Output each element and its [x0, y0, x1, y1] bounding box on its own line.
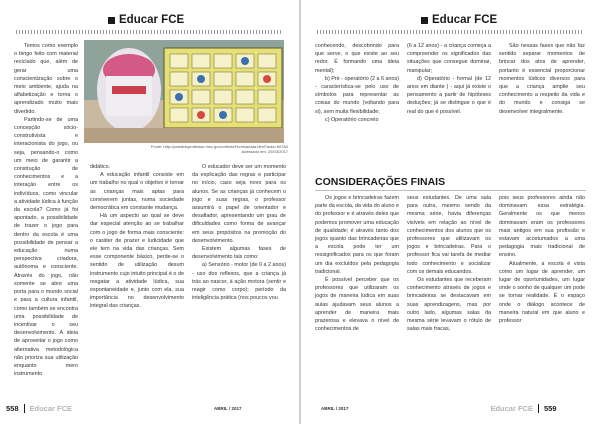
header-hatch-divider: [16, 30, 283, 34]
page-header: [108, 14, 184, 26]
section-title-rule: [315, 190, 586, 191]
paragraph: Os jogos e brincadeiras fazem parte da escola, da vida do aluno e do professor e é através deles que podemos promover uma educação de qualidade; é através tanto dos jogos quanto das brincadeiras que a escola pode ter um ressignificados para os que foram um dia excluídos pela pedagogia tradicional.: [315, 195, 399, 275]
paragraph: a) Sensório - motor (de 0 a 2 anos) - uso dos reflexos, que a criança já trás ao nascer, à ação motora (sentir e reagir como corpo); período da inteligência prática (nos poucos vou: [192, 262, 286, 302]
section-title: CONSIDERAÇÕES FINAIS: [315, 176, 446, 188]
paragraph: c) Operatório concreto: [325, 116, 379, 123]
right-page: [301, 0, 600, 424]
paragraph: Existem algumas fases de desenvolvimento tais como:: [192, 246, 286, 261]
paragraph: É possível perceber que os professores que utilizaram os jogos de maneira lúdica em suas aulas ajudavam seus alunos a aprender de maneira mais prazerosa e elevava o nível de conhecimentos de: [315, 277, 399, 333]
right-bottom-column-2: [407, 194, 491, 333]
paragraph: conhecendo, descobrindo para que serve, o que existe ao seu redor. É formando uma ideia mental);: [315, 43, 399, 74]
page-number: 558: [6, 404, 19, 413]
page-footer: [321, 404, 556, 413]
header-magazine-title: Educar FCE: [119, 14, 185, 26]
footer-magazine-name: Educar FCE: [29, 404, 73, 413]
paragraph: Os estudantes que receberam conhecimento através de jogos e brincadeiras se destacavam em suas aprendizagens, mas por outro lado, algumas salas da mesma série levavam o rótulo de salas mais fracas,: [407, 277, 491, 333]
header-square-icon: [108, 17, 115, 24]
paragraph: b) Pré - operatório (2 a 6 anos) - característica-se pelo uso de símbolos para representar as coisas do mundo (voltando para si), sem muita flexibilidade;: [315, 75, 400, 115]
paragraph: Partindo-se de uma concepção sócio-construtivista e interacionista do jogo, ou seja, pensando-o como um meio de garantir a construção de conhecimentos e a interação entre os indivíduos, como vincular a atividade lúdica à função da escola? Como já foi apontado, a possibilidade de trazer o jogo para dentro da escola é uma possibilidade de pensar a educação numa perspectiva criadora, autônoma e consciente. Através do jogo, não somente se abre uma porta para o mundo social e para a cultura infantil, como também se encontra uma possibilidade de incentivar o seu desenvolvimento. A ideia de aproveitar o jogo como alternativa metodológica não prioriza sua utilização enquanto mero instrumento: [14, 116, 78, 378]
page-footer: [6, 404, 241, 413]
paragraph: Há um aspecto ao qual se deve dar especial atenção ao se trabalhar com o jogo de forma mais consciente: o caráter de prazer e ludicidade que ele tem na vida das crianças. Sem esse componente básico, perde-se o sentido de utilização desum instrumento cujo intuito principal é o de resgatar a atividade lúdica, sua espontaneidade e, junto com ela, sua importância no desenvolvimento integral das crianças.: [90, 213, 184, 310]
left-column-1: [14, 42, 78, 378]
header-hatch-divider: [317, 30, 584, 34]
header-square-icon: [421, 17, 428, 24]
footer-date: ABRIL / 2017: [321, 406, 349, 411]
page-number: 559: [543, 404, 557, 413]
paragraph: Temos como exemplo o bingo feito com material reciclado que, além de gerar uma conscientização sobre o meio ambiente, ajuda na alfabetização e torna o aprendizado muito mais divertido.: [14, 43, 78, 115]
paragraph: seus estudantes. De uma sala para outra, mesmo sendo da mesma série, havia diferenças visíveis em relação ao nível de conhecimentos dos alunos que os professores que utilizavam os jogos e brincadeiras. Para o professor fica vai tarefa de mediar todo conhecimento e socializar com os demais educandos.: [407, 195, 491, 275]
right-bottom-column-1: [315, 194, 399, 333]
bingo-photo-illustration: [84, 40, 284, 143]
photo-caption: Fonte: http://portaldoprofessor.mec.gov.br/fichaTecnicaAula.html?aula=56784 Acessado em: 25/03/2017: [150, 144, 288, 154]
right-bottom-column-3: [499, 194, 585, 325]
footer-date: ABRIL / 2017: [214, 406, 242, 411]
footer-divider: [538, 404, 539, 413]
paragraph: pois seus professores ainda não dominavam essa estratégia. Geralmente os que menos dominavam eram os professores mais antigos em sua profissão e estavam acostumados a uma pedagogia mais tradicional de ensino.: [499, 195, 585, 259]
footer-magazine-name: Educar FCE: [490, 404, 533, 413]
paragraph: A educação infantil consiste em um trabalho no qual o objetivo é tornar as crianças mais aptas para conviverem juntas, numa sociedade democrática em constante mudança.: [90, 172, 184, 212]
left-column-3: [192, 163, 286, 302]
page-header: [421, 14, 497, 26]
footer-divider: [24, 404, 25, 413]
right-top-column-3: [499, 42, 585, 116]
paragraph: Atualmente, a escola é vista como um lugar de aprender, um lugar de oportunidades, um lugar onde o sonho de qualquer um pode se tornar realidade. É o espaço onde o diálogo acontece de maneira natural em que aluno e professor: [499, 260, 585, 325]
right-top-column-2: [407, 42, 491, 116]
right-top-column-1: [315, 42, 399, 124]
paragraph: didático.: [90, 164, 111, 170]
paragraph: São nessas fases que não faz sentido separar momentos de brincar dos atos de aprender, portanto é essencial proporcionar momentos lúdicos diversos para que a criança ampliе seu conhecimento a respeito da vida e do mundo e consiga se desenvolver integralmente.: [499, 43, 585, 115]
left-column-2: [90, 163, 184, 311]
paragraph: (6 a 12 anos) - a criança começa a compreender os significados das situações que consegue dominar, manipular;: [407, 43, 491, 74]
paragraph: d) Operatório - formal (de 12 anos em diante ) - aqui já existe o pensamento a partir de hipóteses deduções; já se distingue o que é real do que é possível.: [407, 75, 491, 115]
paragraph: O educador deve ser um momento da explicação das regras e participar no início, caso seja novo para os alunos. Se as crianças já conhecem o jogo e suas regras, o professor assumirá o papel de orientador e desafiador, apresentando um grau de dificuldades como forma de avançar em seus propósitos na promoção do desenvolvimento.: [192, 164, 286, 244]
header-magazine-title: Educar FCE: [432, 14, 498, 26]
bingo-photo: [84, 40, 284, 143]
left-page: [0, 0, 299, 424]
